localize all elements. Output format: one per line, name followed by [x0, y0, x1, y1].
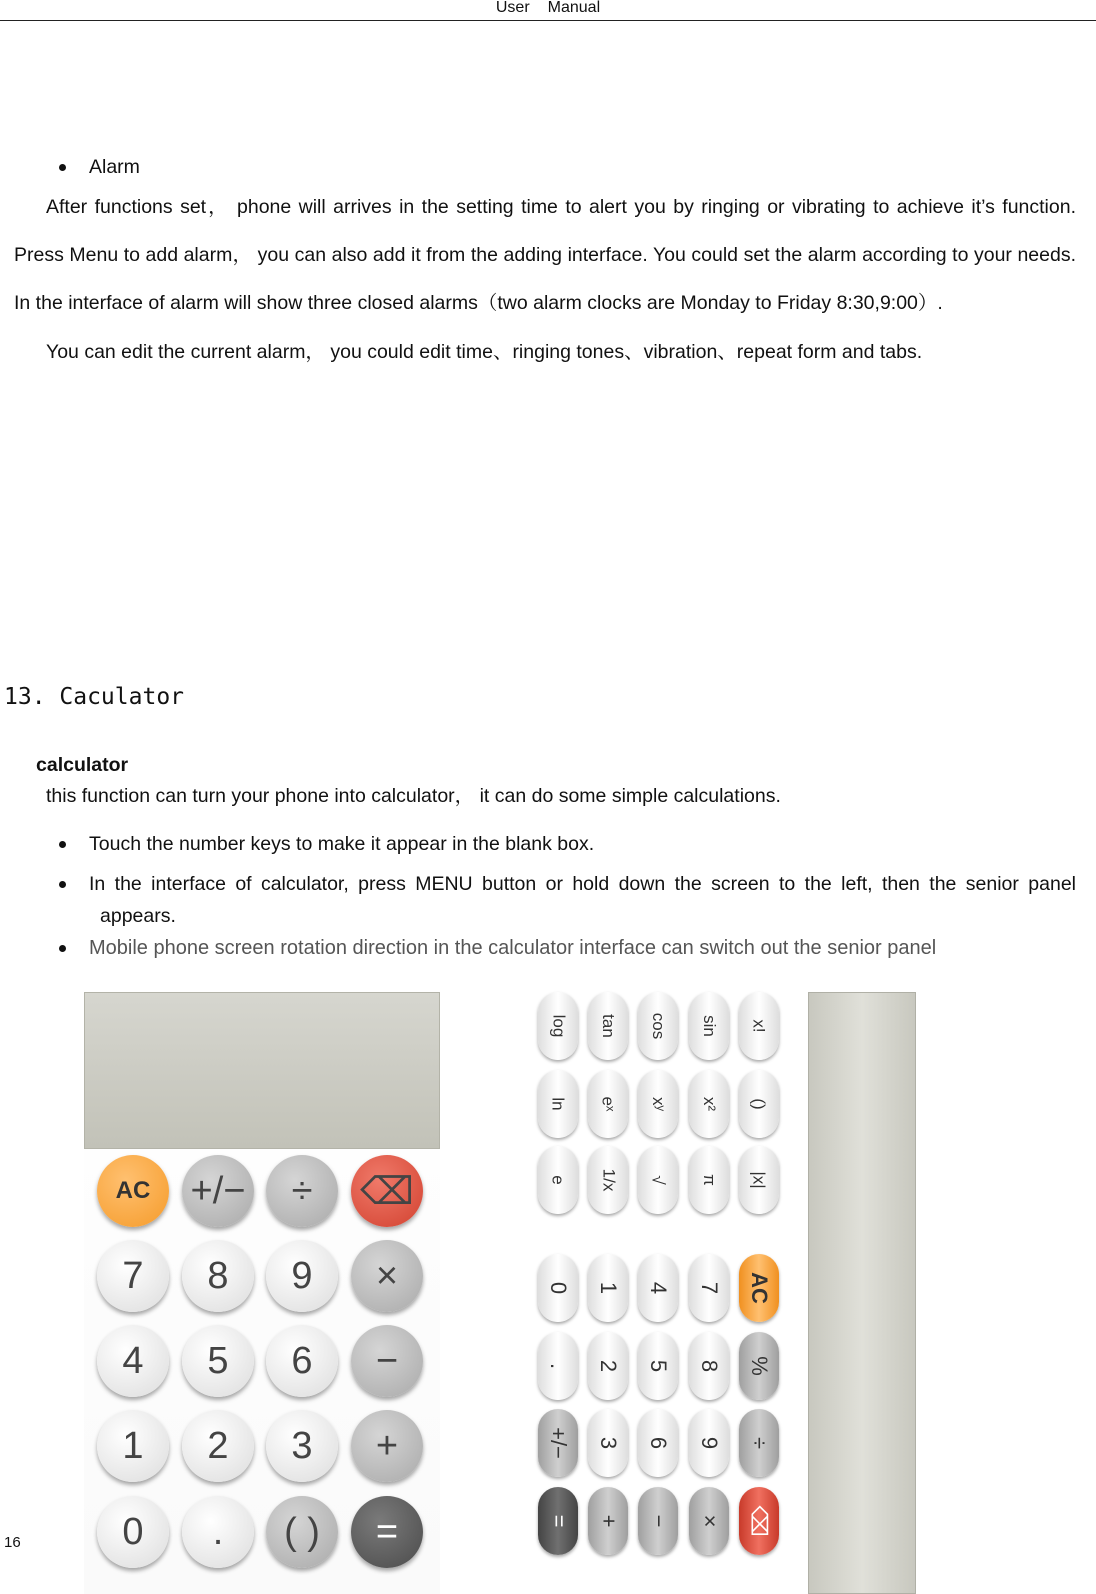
num-key[interactable]	[588, 1254, 628, 1322]
sci-key[interactable]	[739, 1146, 779, 1214]
num-key-label: .	[546, 1362, 571, 1370]
sci-key[interactable]	[739, 1070, 779, 1138]
sci-key-label: e	[549, 1175, 568, 1185]
sci-key[interactable]	[739, 992, 779, 1060]
num-key[interactable]	[588, 1487, 628, 1555]
calculator-bullet-1	[59, 832, 1059, 856]
calculator-intro: this function can turn your phone into calculator， it can do some simple calculations.	[46, 785, 781, 807]
sci-key-label: ln	[548, 1097, 568, 1111]
calc-key[interactable]: =	[351, 1496, 423, 1568]
num-key[interactable]	[638, 1409, 678, 1477]
num-key[interactable]	[538, 1487, 578, 1555]
sci-key[interactable]	[538, 1146, 578, 1214]
calculator-display-rotated	[808, 992, 916, 1594]
sci-key-label: √	[649, 1175, 668, 1185]
num-key[interactable]	[689, 1409, 729, 1477]
num-key[interactable]	[538, 1409, 578, 1477]
page-header	[0, 0, 1096, 21]
alarm-paragraph-2: Press Menu to add alarm， you can also add it from the adding interface. You could set the alarm according to your needs.	[14, 244, 1076, 266]
num-key-label: 7	[697, 1281, 722, 1295]
num-key-label: ⌫	[746, 1505, 772, 1537]
calculator-display	[84, 992, 440, 1149]
num-key[interactable]	[739, 1254, 779, 1322]
num-key-label: +	[595, 1514, 621, 1528]
sci-key[interactable]	[538, 992, 578, 1060]
header-user: User	[495, 0, 530, 16]
num-key-label: 0	[546, 1281, 571, 1295]
num-key-label: ×	[696, 1514, 722, 1528]
calc-key[interactable]: 3	[266, 1410, 338, 1482]
num-key-label: 8	[697, 1359, 722, 1373]
calc-key[interactable]: 0	[97, 1496, 169, 1568]
alarm-paragraph-4: You can edit the current alarm， you could edit time、ringing tones、vibration、repeat form and tabs.	[46, 341, 923, 363]
calc-key[interactable]: ⌫	[351, 1155, 423, 1227]
sci-key[interactable]	[689, 1146, 729, 1214]
sci-key[interactable]	[538, 1070, 578, 1138]
num-key[interactable]	[638, 1254, 678, 1322]
num-key-label: 3	[596, 1436, 621, 1450]
sci-key-label: π	[699, 1174, 719, 1186]
bullet-text: Mobile phone screen rotation direction in the calculator interface can switch out the senior panel	[89, 937, 937, 959]
sci-key-label: x²	[699, 1096, 719, 1112]
sci-key[interactable]	[588, 1070, 628, 1138]
sci-key-label: sin	[699, 1015, 719, 1037]
calculator-bullet-2-continued: appears.	[100, 905, 176, 927]
header-manual: Manual	[547, 0, 601, 16]
calc-key[interactable]: +	[351, 1410, 423, 1482]
num-key-label: +/−	[546, 1427, 571, 1459]
num-key-label: 5	[646, 1359, 671, 1373]
calculator-bullet-2	[59, 872, 1076, 896]
sci-key[interactable]	[689, 1070, 729, 1138]
num-key-label: 6	[646, 1436, 671, 1450]
section-title: 13. Caculator	[4, 684, 185, 710]
bullet-dot	[59, 164, 66, 171]
num-key-label: −	[645, 1514, 671, 1528]
calc-key[interactable]: 8	[182, 1240, 254, 1312]
num-key[interactable]	[538, 1254, 578, 1322]
calc-key[interactable]: +/−	[182, 1155, 254, 1227]
num-key[interactable]	[689, 1254, 729, 1322]
num-key-label: AC	[747, 1272, 772, 1304]
num-key-label: 1	[596, 1281, 621, 1295]
calc-key[interactable]: 1	[97, 1410, 169, 1482]
sci-key[interactable]	[638, 1146, 678, 1214]
num-key[interactable]	[689, 1487, 729, 1555]
sci-key-label: log	[549, 1014, 568, 1038]
calc-key[interactable]: ( )	[266, 1496, 338, 1568]
sci-key-label: ()	[749, 1098, 769, 1110]
calc-key[interactable]: .	[182, 1496, 254, 1568]
alarm-bullet	[59, 155, 1059, 179]
sci-key-label: 1/x	[599, 1168, 618, 1192]
num-key[interactable]	[538, 1332, 578, 1400]
sci-key-label: tan	[598, 1014, 618, 1038]
num-key-label: 9	[697, 1436, 722, 1450]
calc-key[interactable]: 9	[266, 1240, 338, 1312]
calc-key[interactable]: 6	[266, 1325, 338, 1397]
sci-key[interactable]	[588, 992, 628, 1060]
num-key[interactable]	[638, 1487, 678, 1555]
calc-key[interactable]: 4	[97, 1325, 169, 1397]
num-key[interactable]	[638, 1332, 678, 1400]
num-key[interactable]	[689, 1332, 729, 1400]
num-key-label: =	[545, 1514, 571, 1528]
sci-key[interactable]	[689, 992, 729, 1060]
sci-key[interactable]	[638, 992, 678, 1060]
num-key-label: 4	[646, 1281, 671, 1295]
calc-key[interactable]: 7	[97, 1240, 169, 1312]
num-key[interactable]	[739, 1409, 779, 1477]
sci-key[interactable]	[638, 1070, 678, 1138]
page-number: 16	[4, 1534, 21, 1551]
calc-key[interactable]: −	[351, 1325, 423, 1397]
calculator-bullet-3	[59, 936, 1059, 960]
num-key[interactable]	[739, 1487, 779, 1555]
bullet-text: Touch the number keys to make it appear in the blank box.	[89, 833, 595, 855]
sci-key-label: x!	[749, 1019, 769, 1033]
num-key-label: %	[747, 1356, 772, 1376]
alarm-heading: Alarm	[89, 156, 140, 178]
bullet-dot	[59, 881, 66, 888]
calculator-landscape-screenshot	[546, 992, 916, 1594]
calc-key[interactable]: ×	[351, 1240, 423, 1312]
sci-key-label: eˣ	[598, 1096, 618, 1112]
calc-key[interactable]: AC	[97, 1155, 169, 1227]
alarm-paragraph-3: In the interface of alarm will show three closed alarms（two alarm clocks are Monday to Friday 8:30,9:00）.	[14, 292, 943, 314]
bullet-dot	[59, 945, 66, 952]
sci-key-label: cos	[649, 1012, 668, 1040]
alarm-paragraph-1: After functions set， phone will arrives in the setting time to alert you by ringing or vibrating to achieve it’s function.	[46, 196, 1076, 218]
calc-key[interactable]: 5	[182, 1325, 254, 1397]
calc-key[interactable]: ÷	[266, 1155, 338, 1227]
num-key[interactable]	[588, 1409, 628, 1477]
calc-key[interactable]: 2	[182, 1410, 254, 1482]
num-key[interactable]	[739, 1332, 779, 1400]
bullet-dot	[59, 841, 66, 848]
sci-key[interactable]	[588, 1146, 628, 1214]
num-key-label: ÷	[746, 1436, 772, 1450]
calculator-subheading: calculator	[36, 754, 129, 776]
sci-key-label: |x|	[750, 1171, 769, 1189]
num-key[interactable]	[588, 1332, 628, 1400]
num-key-label: 2	[596, 1359, 621, 1373]
bullet-text: In the interface of calculator, press MENU button or hold down the screen to the left, then the senior panel	[89, 873, 1076, 895]
sci-key-label: xʸ	[649, 1097, 668, 1111]
calculator-portrait-screenshot	[84, 992, 440, 1594]
